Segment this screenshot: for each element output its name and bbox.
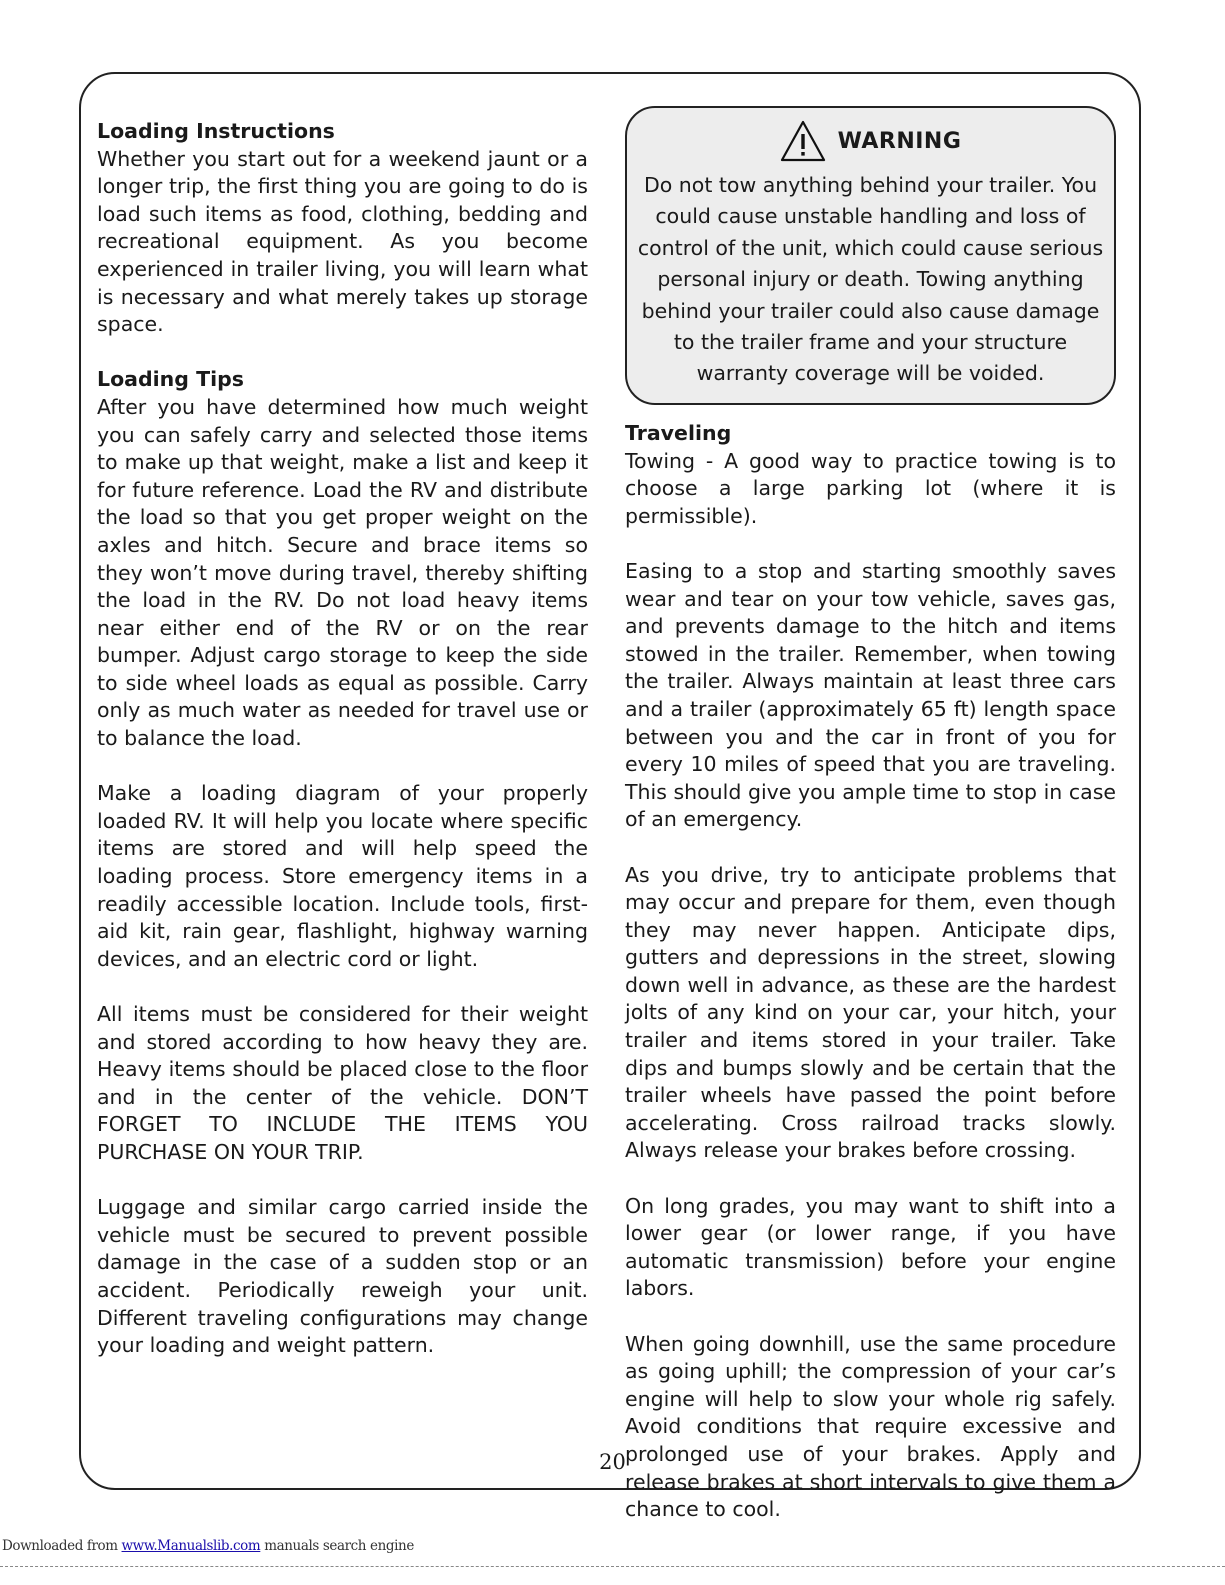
warning-title: WARNING <box>837 128 962 154</box>
loading-tips-paragraph-2: Make a loading diagram of your properly loaded RV. It will help you locate where specific items are stored and will help speed the loading process. Store emergency items in a readily accessible location. Include tools, first-aid kit, rain gear, flashlight, highway warning devices, and an electric cord or light. <box>97 781 588 971</box>
warning-triangle-icon <box>780 120 826 162</box>
footer-prefix: Downloaded from <box>2 1538 122 1554</box>
footer-divider <box>0 1566 1225 1567</box>
traveling-paragraph-4: On long grades, you may want to shift into a lower gear (or lower range, if you have automatic transmission) before your engine labors. <box>625 1193 1116 1301</box>
right-column <box>625 420 1116 1524</box>
download-footer <box>0 1538 1225 1554</box>
traveling-paragraph-2: Easing to a stop and starting smoothly saves wear and tear on your tow vehicle, saves gas, and prevents damage to the hitch and items stowed in the trailer. Remember, when towing the trailer. Always maintain at least three cars and a trailer (approximately 65 ft) length space between you and the car in front of you for every 10 miles of speed that you are traveling. This should give you ample time to stop in case of an emergency. <box>625 558 1116 832</box>
page-number: 20 <box>599 1450 626 1474</box>
loading-tips-heading: Loading Tips <box>97 367 244 392</box>
loading-instructions-heading: Loading Instructions <box>97 119 335 143</box>
loading-tips-paragraph-4: Luggage and similar cargo carried inside the vehicle must be secured to prevent possible damage in the case of a sudden stop or an accident. Periodically reweigh your unit. Different traveling configurations may change your loading and weight pattern. <box>97 1195 588 1358</box>
warning-box <box>625 106 1116 405</box>
warning-header <box>627 120 1114 162</box>
warning-text: Do not tow anything behind your trailer. You could cause unstable handling and loss of control of the unit, which could cause serious personal injury or death. Towing anything behind your trailer could also cause damage to the trailer frame and your structure warranty coverage will be voided. <box>637 173 1104 386</box>
left-column <box>97 118 588 1360</box>
traveling-paragraph-3: As you drive, try to anticipate problems that may occur and prepare for them, even though they may never happen. Anticipate dips, gutters and depressions in the street, slowing down well in advance, as these are the hardest jolts of any kind on your car, your hitch, your trailer and items stored in your trailer. Take dips and bumps slowly and be certain that the trailer wheels have passed the point before accelerating. Cross railroad tracks slowly. Always release your brakes before crossing. <box>625 862 1116 1163</box>
traveling-paragraph-1: Towing - A good way to practice towing is to choose a large parking lot (where it is permissible). <box>625 448 1116 528</box>
loading-tips-paragraph-1: After you have determined how much weight you can safely carry and selected those items to make up that weight, make a list and keep it for future reference. Load the RV and distribute the load so that you get proper weight on the axles and hitch. Secure and brace items so they won’t move during travel, thereby shifting the load in the RV. Do not load heavy items near either end of the RV or on the rear bumper. Adjust cargo storage to keep the side to side wheel loads as equal as possible. Carry only as much water as needed for travel use or to balance the load. <box>97 394 588 751</box>
loading-instructions-body: Whether you start out for a weekend jaunt or a longer trip, the first thing you are going to do is load such items as food, clothing, bedding and recreational equipment. As you become experienced in trailer living, you will learn what is necessary and what merely takes up storage space. <box>97 146 588 337</box>
manualslib-link[interactable]: www.Manualslib.com <box>121 1538 261 1554</box>
footer-suffix: manuals search engine <box>260 1538 414 1554</box>
traveling-paragraph-5: When going downhill, use the same procedure as going uphill; the compression of your car’s engine will help to slow your whole rig safely. Avoid conditions that require excessive and prolonged use of your brakes. Apply and release brakes at short intervals to give them a chance to cool. <box>625 1331 1116 1522</box>
loading-tips-paragraph-3: All items must be considered for their weight and stored according to how heavy they are. Heavy items should be placed close to the floor and in the center of the vehicle. DON’T FORGET TO INCLUDE THE ITEMS YOU PURCHASE ON YOUR TRIP. <box>97 1002 588 1164</box>
traveling-heading: Traveling <box>625 421 732 445</box>
